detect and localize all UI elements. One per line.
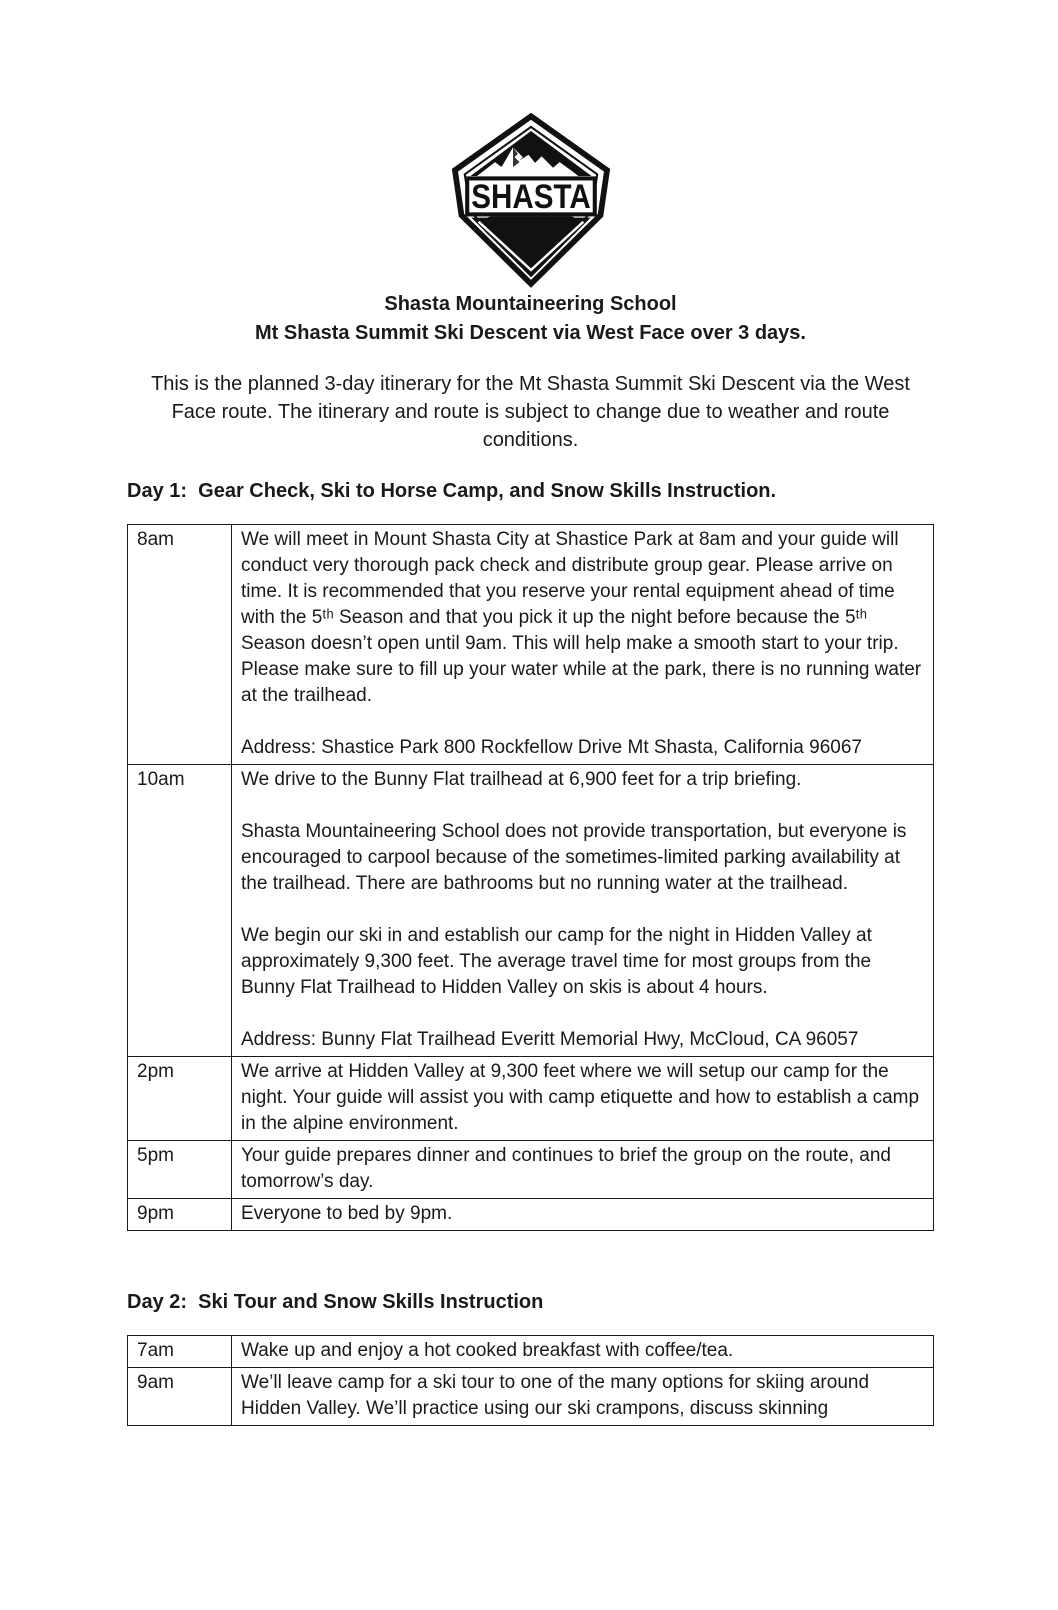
logo-name-text: SHASTA	[470, 177, 591, 216]
day1-itinerary-table	[127, 524, 934, 1231]
itinerary-row	[128, 1199, 934, 1231]
time-cell: 8am	[128, 525, 232, 765]
description-paragraph: We begin our ski in and establish our camp for the night in Hidden Valley at approximately 9,300 feet. The average travel time for most groups from the Bunny Flat Trailhead to Hidden Valley on skis is about 4 hours.	[241, 925, 872, 998]
time-cell: 5pm	[128, 1141, 232, 1199]
itinerary-row	[128, 1336, 934, 1368]
document-title: Shasta Mountaineering School	[384, 293, 677, 315]
description-paragraph: We arrive at Hidden Valley at 9,300 feet where we will setup our camp for the night. Your guide will assist you with camp etiquette and how to establish a camp in the alpine environment.	[241, 1061, 920, 1134]
itinerary-row	[128, 1057, 934, 1141]
description-paragraph: Shasta Mountaineering School does not provide transportation, but everyone is encouraged to carpool because of the sometimes-limited parking availability at the trailhead. There are bathrooms but no running water at the trailhead.	[241, 821, 907, 894]
time-cell: 10am	[128, 765, 232, 1057]
time-cell: 2pm	[128, 1057, 232, 1141]
description-paragraph: Wake up and enjoy a hot cooked breakfast with coffee/tea.	[241, 1340, 734, 1361]
day2-heading: Day 2: Ski Tour and Snow Skills Instruction	[127, 1291, 544, 1313]
description-paragraph: We will meet in Mount Shasta City at Shastice Park at 8am and your guide will conduct very thorough pack check and distribute group gear. Please arrive on time. It is recommended that you reserve your rental equipment ahead of time with the 5ᵗʰ Season and that you pick it up the night before because the 5ᵗʰ Season doesn’t open until 9am. This will help make a smooth start to your trip. Please make sure to fill up your water while at the park, there is no running water at the trailhead.	[241, 529, 922, 706]
description-cell	[232, 765, 934, 1057]
description-cell	[232, 1057, 934, 1141]
description-paragraph: Everyone to bed by 9pm.	[241, 1203, 453, 1224]
document-subtitle: Mt Shasta Summit Ski Descent via West Face over 3 days.	[255, 322, 806, 344]
description-paragraph: We drive to the Bunny Flat trailhead at 6,900 feet for a trip briefing.	[241, 769, 802, 790]
itinerary-row	[128, 765, 934, 1057]
time-cell: 9am	[128, 1368, 232, 1426]
description-cell	[232, 1199, 934, 1231]
time-cell: 9pm	[128, 1199, 232, 1231]
day2-itinerary-table	[127, 1335, 934, 1426]
description-cell	[232, 1141, 934, 1199]
itinerary-row	[128, 525, 934, 765]
intro-paragraph: This is the planned 3-day itinerary for the Mt Shasta Summit Ski Descent via the West Face route. The itinerary and route is subject to change due to weather and route conditions.	[151, 373, 910, 451]
description-cell	[232, 1368, 934, 1426]
day1-heading: Day 1: Gear Check, Ski to Horse Camp, and Snow Skills Instruction.	[127, 480, 777, 502]
logo-badge-icon	[449, 113, 613, 288]
description-cell	[232, 1336, 934, 1368]
itinerary-row	[128, 1368, 934, 1426]
time-cell: 7am	[128, 1336, 232, 1368]
itinerary-row	[128, 1141, 934, 1199]
shasta-mountaineering-school-logo	[449, 113, 613, 288]
description-cell	[232, 525, 934, 765]
badge-bottom-chevron	[471, 218, 590, 278]
document-page	[127, 113, 934, 1426]
description-paragraph: Address: Bunny Flat Trailhead Everitt Memorial Hwy, McCloud, CA 96057	[241, 1029, 859, 1050]
description-paragraph: Your guide prepares dinner and continues to brief the group on the route, and tomorrow’s day.	[241, 1145, 891, 1192]
description-paragraph: We’ll leave camp for a ski tour to one of the many options for skiing around Hidden Valley. We’ll practice using our ski crampons, discuss skinning	[241, 1372, 870, 1419]
description-paragraph: Address: Shastice Park 800 Rockfellow Drive Mt Shasta, California 96067	[241, 737, 862, 758]
